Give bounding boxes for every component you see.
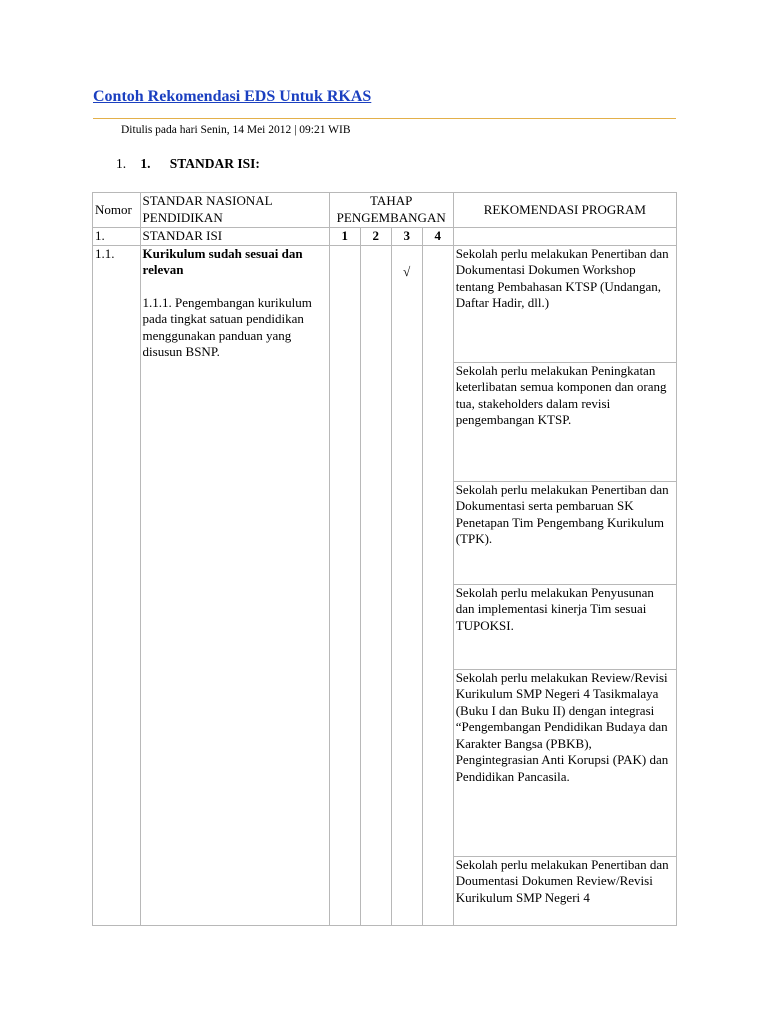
stage-cell-3 xyxy=(391,245,422,925)
stage-header-2: 2 xyxy=(360,228,391,246)
stage-cell-2 xyxy=(360,245,391,925)
item-nomor: 1.1. xyxy=(93,245,141,925)
table-row xyxy=(93,245,677,362)
heading-text: STANDAR ISI: xyxy=(169,156,260,171)
section-heading xyxy=(116,156,260,172)
header-nomor: Nomor xyxy=(93,193,141,228)
recommendation-cell: Sekolah perlu melakukan Penyusunan dan implementasi kinerja Tim sesuai TUPOKSI. xyxy=(453,584,676,669)
standard-empty-cell xyxy=(453,228,676,246)
stage-header-3: 3 xyxy=(391,228,422,246)
title-divider xyxy=(93,118,676,119)
table-header-row xyxy=(93,193,677,228)
post-meta: Ditulis pada hari Senin, 14 Mei 2012 | 09:21 WIB xyxy=(121,124,351,136)
stage-cell-4 xyxy=(422,245,453,925)
item-description xyxy=(140,245,329,925)
stage-cell-1 xyxy=(329,245,360,925)
header-tahap: TAHAP PENGEMBANGAN xyxy=(329,193,453,228)
recommendation-cell: Sekolah perlu melakukan Penertiban dan Doumentasi Dokumen Review/Revisi Kurikulum SMP Negeri 4 xyxy=(453,856,676,925)
recommendation-cell: Sekolah perlu melakukan Penertiban dan Dokumentasi Dokumen Workshop tentang Pembahasan KTSP (Undangan, Daftar Hadir, dll.) xyxy=(453,245,676,362)
table-row-standard xyxy=(93,228,677,246)
page-title-link[interactable]: Contoh Rekomendasi EDS Untuk RKAS xyxy=(93,88,372,105)
checkmark-icon: √ xyxy=(403,263,411,279)
header-rekomendasi: REKOMENDASI PROGRAM xyxy=(453,193,676,228)
heading-number: 1. xyxy=(116,156,127,171)
recommendation-cell: Sekolah perlu melakukan Penertiban dan Dokumentasi serta pembaruan SK Penetapan Tim Pengembang Kurikulum (TPK). xyxy=(453,481,676,584)
item-title: Kurikulum sudah sesuai dan relevan xyxy=(142,245,303,277)
stage-header-1: 1 xyxy=(329,228,360,246)
recommendation-cell: Sekolah perlu melakukan Peningkatan keterlibatan semua komponen dan orang tua, stakeholders dalam revisi pengembangan KTSP. xyxy=(453,362,676,481)
heading-subnumber: 1. xyxy=(140,156,151,171)
eds-table xyxy=(92,192,677,926)
recommendation-cell: Sekolah perlu melakukan Review/Revisi Kurikulum SMP Negeri 4 Tasikmalaya (Buku I dan Buku II) dengan integrasi “Pengembangan Pendidikan Budaya dan Karakter Bangsa (PBKB), Pengintegrasian Anti Korupsi (PAK) dan Pendidikan Pancasila. xyxy=(453,669,676,856)
standard-nomor: 1. xyxy=(93,228,141,246)
header-snp: STANDAR NASIONAL PENDIDIKAN xyxy=(140,193,329,228)
item-subtext: 1.1.1. Pengembangan kurikulum pada tingkat satuan pendidikan menggunakan panduan yang disusun BSNP. xyxy=(142,294,312,359)
stage-header-4: 4 xyxy=(422,228,453,246)
standard-label: STANDAR ISI xyxy=(140,228,329,246)
